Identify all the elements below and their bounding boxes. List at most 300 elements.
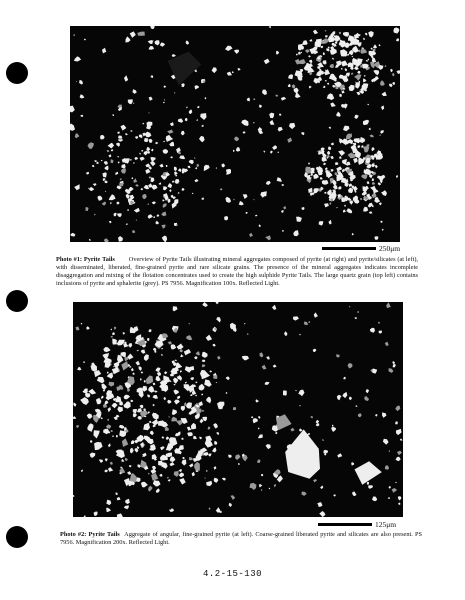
mineral-grain bbox=[178, 118, 184, 122]
mineral-grain bbox=[378, 322, 380, 324]
mineral-grain bbox=[367, 482, 369, 485]
pyrite-aggregate-grain bbox=[353, 196, 358, 202]
mineral-grain bbox=[396, 429, 402, 435]
pyrite-aggregate-grain bbox=[180, 349, 183, 352]
pyrite-aggregate-grain bbox=[378, 65, 383, 70]
mineral-grain bbox=[169, 416, 170, 417]
pyrite-aggregate-grain bbox=[141, 350, 145, 354]
mineral-grain bbox=[314, 312, 318, 317]
caption-photo-1 bbox=[56, 256, 418, 288]
mineral-grain bbox=[217, 356, 221, 360]
mineral-grain bbox=[265, 382, 270, 385]
pyrite-aggregate-grain bbox=[87, 413, 93, 419]
mineral-grain bbox=[130, 400, 133, 402]
mineral-grain bbox=[235, 454, 240, 460]
pyrite-aggregate-grain bbox=[378, 183, 381, 186]
pyrite-aggregate-grain bbox=[155, 142, 158, 145]
mineral-grain bbox=[224, 216, 228, 220]
pyrite-aggregate-grain bbox=[359, 137, 365, 143]
pyrite-aggregate-grain bbox=[352, 56, 354, 58]
mineral-grain bbox=[84, 39, 86, 41]
pyrite-aggregate-grain bbox=[180, 370, 182, 372]
pyrite-aggregate-grain bbox=[213, 375, 217, 379]
pyrite-aggregate-grain bbox=[361, 175, 367, 180]
pyrite-aggregate-grain bbox=[156, 376, 161, 381]
pyrite-aggregate-grain bbox=[332, 31, 335, 35]
pyrite-aggregate-grain bbox=[139, 153, 140, 155]
pyrite-aggregate-grain bbox=[107, 150, 110, 152]
pyrite-aggregate-grain bbox=[120, 178, 122, 180]
pyrite-aggregate-grain bbox=[305, 49, 310, 53]
mineral-grain bbox=[77, 367, 81, 371]
quartz-grain bbox=[168, 52, 202, 86]
mineral-grain bbox=[105, 470, 108, 473]
caption-photo-2 bbox=[60, 531, 422, 547]
pyrite-aggregate-grain bbox=[157, 372, 161, 376]
pyrite-aggregate-grain bbox=[163, 204, 167, 208]
mineral-grain bbox=[379, 135, 381, 136]
mineral-grain bbox=[336, 354, 340, 357]
mineral-grain bbox=[216, 382, 217, 383]
mineral-grain bbox=[205, 97, 207, 99]
pyrite-aggregate-grain bbox=[130, 448, 134, 452]
scale-bar-1 bbox=[322, 245, 400, 253]
mineral-grain bbox=[395, 406, 400, 412]
pyrite-aggregate-grain bbox=[368, 59, 370, 61]
mineral-grain bbox=[393, 364, 396, 367]
mineral-grain bbox=[164, 99, 165, 101]
mineral-grain bbox=[273, 364, 277, 367]
mineral-grain bbox=[234, 50, 239, 54]
mineral-grain bbox=[117, 132, 120, 134]
mineral-grain bbox=[136, 219, 137, 220]
mineral-grain bbox=[117, 213, 122, 217]
mineral-grain bbox=[189, 110, 193, 115]
mineral-grain bbox=[81, 115, 84, 117]
mineral-grain bbox=[333, 494, 336, 496]
mineral-grain bbox=[264, 59, 270, 65]
mineral-grain bbox=[272, 145, 277, 150]
mineral-grain bbox=[400, 439, 403, 441]
pyrite-aggregate-grain bbox=[89, 187, 94, 191]
pyrite-aggregate-grain bbox=[175, 433, 179, 436]
mineral-grain bbox=[133, 103, 134, 104]
pyrite-aggregate-grain bbox=[189, 463, 193, 467]
mineral-grain bbox=[295, 390, 296, 391]
mineral-grain bbox=[206, 335, 212, 341]
pyrite-aggregate-grain bbox=[171, 417, 177, 422]
mineral-grain bbox=[397, 451, 402, 456]
mineral-grain bbox=[369, 211, 373, 213]
mineral-grain bbox=[358, 413, 362, 417]
mineral-grain bbox=[102, 202, 106, 206]
mineral-grain bbox=[281, 97, 286, 101]
pyrite-aggregate-grain bbox=[179, 156, 185, 160]
pyrite-aggregate-grain bbox=[135, 157, 138, 160]
mineral-grain bbox=[357, 311, 359, 313]
pyrite-aggregate-grain bbox=[132, 373, 134, 375]
pyrite-aggregate-grain bbox=[192, 472, 195, 477]
mineral-grain bbox=[389, 486, 391, 489]
coarse-pyrite-grain bbox=[355, 461, 382, 485]
mineral-grain bbox=[336, 112, 341, 117]
mineral-grain bbox=[282, 184, 284, 186]
pyrite-aggregate-grain bbox=[140, 157, 145, 161]
mineral-grain bbox=[214, 478, 219, 483]
pyrite-aggregate-grain bbox=[371, 79, 374, 83]
mineral-grain bbox=[379, 202, 382, 205]
mineral-grain bbox=[375, 236, 379, 240]
mineral-grain bbox=[375, 165, 378, 169]
pyrite-aggregate-grain bbox=[151, 473, 158, 481]
pyrite-aggregate-grain bbox=[168, 479, 171, 481]
pyrite-aggregate-grain bbox=[80, 397, 89, 405]
mineral-grain bbox=[363, 120, 369, 125]
mineral-grain bbox=[324, 192, 327, 194]
pyrite-aggregate-grain bbox=[93, 430, 99, 438]
mineral-grain bbox=[265, 235, 271, 240]
photomicrograph-1-image bbox=[70, 26, 400, 242]
pyrite-aggregate-grain bbox=[178, 192, 180, 194]
pyrite-aggregate-grain bbox=[143, 423, 150, 431]
mineral-grain bbox=[379, 331, 382, 334]
mineral-grain bbox=[233, 407, 236, 410]
mineral-grain bbox=[200, 113, 206, 120]
mineral-grain bbox=[323, 86, 325, 88]
mineral-grain bbox=[216, 317, 221, 323]
pyrite-aggregate-grain bbox=[180, 355, 183, 357]
pyrite-aggregate-grain bbox=[185, 382, 187, 384]
mineral-grain bbox=[288, 74, 293, 79]
pyrite-aggregate-grain bbox=[168, 341, 172, 344]
mineral-grain bbox=[150, 161, 155, 166]
pyrite-aggregate-grain bbox=[323, 52, 325, 55]
mineral-grain bbox=[94, 214, 96, 216]
pyrite-aggregate-grain bbox=[327, 151, 330, 155]
pyrite-aggregate-grain bbox=[116, 143, 120, 147]
pyrite-aggregate-grain bbox=[152, 454, 157, 459]
mineral-grain bbox=[396, 38, 399, 41]
pyrite-aggregate-grain bbox=[335, 42, 338, 45]
pyrite-aggregate-grain bbox=[94, 442, 103, 450]
mineral-grain bbox=[109, 194, 116, 200]
mineral-grain bbox=[272, 305, 276, 310]
mineral-grain bbox=[308, 321, 310, 323]
pyrite-aggregate-grain bbox=[364, 75, 366, 77]
mineral-grain bbox=[238, 463, 240, 465]
pyrite-aggregate-grain bbox=[133, 409, 137, 414]
mineral-grain bbox=[253, 199, 254, 200]
pyrite-aggregate-grain bbox=[179, 478, 186, 485]
pyrite-aggregate-grain bbox=[358, 34, 360, 36]
mineral-grain bbox=[189, 323, 190, 324]
mineral-grain bbox=[197, 106, 199, 109]
pyrite-aggregate-grain bbox=[354, 74, 361, 81]
mineral-grain bbox=[269, 488, 270, 490]
mineral-grain bbox=[173, 390, 179, 395]
scale-bar-1-line bbox=[322, 247, 376, 250]
pyrite-aggregate-grain bbox=[335, 172, 338, 175]
pyrite-aggregate-grain bbox=[153, 480, 161, 486]
mineral-grain bbox=[258, 434, 263, 438]
pyrite-aggregate-grain bbox=[112, 403, 118, 408]
mineral-grain bbox=[86, 172, 89, 175]
pyrite-aggregate-grain bbox=[336, 207, 337, 208]
pyrite-aggregate-grain bbox=[323, 60, 327, 65]
mineral-grain bbox=[339, 94, 342, 97]
pyrite-aggregate-grain bbox=[189, 160, 194, 164]
mineral-grain bbox=[170, 509, 174, 513]
mineral-grain bbox=[301, 132, 304, 135]
mineral-grain bbox=[230, 323, 236, 330]
mineral-grain bbox=[284, 331, 287, 336]
mineral-grain bbox=[325, 35, 328, 37]
pyrite-aggregate-grain bbox=[300, 52, 302, 54]
pyrite-aggregate-grain bbox=[179, 473, 184, 478]
pyrite-aggregate-grain bbox=[213, 423, 218, 429]
mineral-grain bbox=[247, 333, 248, 334]
mineral-grain bbox=[220, 188, 222, 190]
mineral-grain bbox=[299, 405, 300, 406]
pyrite-aggregate-grain bbox=[105, 162, 108, 165]
mineral-grain bbox=[389, 368, 394, 373]
mineral-grain bbox=[380, 80, 385, 86]
mineral-grain bbox=[126, 224, 128, 225]
mineral-grain bbox=[149, 46, 154, 50]
mineral-grain bbox=[393, 27, 399, 33]
pyrite-aggregate-grain bbox=[333, 184, 338, 189]
pyrite-aggregate-grain bbox=[108, 382, 114, 387]
pyrite-aggregate-grain bbox=[349, 201, 353, 205]
mineral-grain bbox=[392, 361, 395, 364]
pyrite-aggregate-grain bbox=[188, 166, 191, 169]
pyrite-aggregate-grain bbox=[101, 417, 103, 419]
mineral-grain bbox=[385, 465, 389, 469]
pyrite-aggregate-grain bbox=[199, 384, 205, 391]
mineral-grain bbox=[398, 503, 401, 506]
pyrite-aggregate-grain bbox=[162, 200, 164, 202]
mineral-grain bbox=[130, 31, 136, 38]
pyrite-aggregate-grain bbox=[119, 472, 121, 474]
pyrite-aggregate-grain bbox=[104, 166, 108, 171]
mineral-grain bbox=[237, 68, 240, 71]
pyrite-aggregate-grain bbox=[134, 208, 140, 213]
mineral-grain bbox=[372, 497, 377, 502]
caption-2-label: Photo #2: bbox=[60, 531, 87, 538]
pyrite-aggregate-grain bbox=[148, 411, 150, 413]
pyrite-aggregate-grain bbox=[182, 457, 184, 460]
pyrite-aggregate-grain bbox=[105, 181, 108, 184]
mineral-grain bbox=[319, 221, 324, 226]
coarse-pyrite-grain bbox=[285, 429, 320, 478]
pyrite-aggregate-grain bbox=[108, 443, 111, 447]
pyrite-aggregate-grain bbox=[355, 82, 360, 88]
mineral-grain bbox=[292, 84, 296, 88]
mineral-grain bbox=[356, 92, 360, 95]
mineral-grain bbox=[392, 82, 395, 85]
pyrite-aggregate-grain bbox=[116, 396, 122, 403]
mineral-grain bbox=[364, 396, 369, 401]
pyrite-aggregate-grain bbox=[156, 367, 161, 372]
mineral-grain bbox=[243, 131, 246, 134]
pyrite-aggregate-grain bbox=[153, 413, 159, 419]
pyrite-aggregate-grain bbox=[168, 199, 171, 203]
pyrite-aggregate-grain bbox=[159, 182, 162, 184]
pyrite-aggregate-grain bbox=[161, 348, 163, 349]
pyrite-aggregate-grain bbox=[351, 73, 353, 76]
pyrite-aggregate-grain bbox=[137, 416, 141, 420]
pyrite-aggregate-grain bbox=[327, 93, 334, 100]
mineral-grain bbox=[255, 215, 258, 217]
mineral-grain bbox=[109, 221, 112, 224]
scale-bar-2 bbox=[318, 521, 396, 529]
pyrite-aggregate-grain bbox=[202, 410, 205, 412]
mineral-grain bbox=[277, 177, 282, 182]
pyrite-aggregate-grain bbox=[145, 169, 150, 174]
pyrite-aggregate-grain bbox=[325, 80, 327, 82]
mineral-grain bbox=[343, 104, 348, 109]
pyrite-aggregate-grain bbox=[101, 396, 104, 399]
pyrite-aggregate-grain bbox=[90, 440, 92, 443]
mineral-grain bbox=[293, 316, 299, 320]
mineral-grain bbox=[343, 377, 346, 380]
pyrite-aggregate-grain bbox=[314, 188, 319, 193]
pyrite-aggregate-grain bbox=[143, 409, 146, 412]
pyrite-aggregate-grain bbox=[170, 462, 175, 466]
pyrite-aggregate-grain bbox=[161, 212, 166, 217]
mineral-grain bbox=[366, 389, 369, 393]
scale-bar-2-label: 125μm bbox=[375, 520, 397, 529]
mineral-grain bbox=[281, 210, 284, 213]
pyrite-aggregate-grain bbox=[354, 66, 359, 70]
mineral-grain bbox=[75, 134, 80, 139]
mineral-grain bbox=[289, 123, 295, 129]
mineral-grain bbox=[206, 481, 212, 486]
mineral-grain bbox=[253, 122, 254, 124]
pyrite-aggregate-grain bbox=[112, 435, 114, 437]
pyrite-aggregate-grain bbox=[336, 166, 342, 171]
mineral-grain bbox=[137, 32, 145, 36]
pyrite-aggregate-grain bbox=[103, 347, 110, 352]
pyrite-aggregate-grain bbox=[353, 158, 358, 164]
pyrite-aggregate-grain bbox=[170, 156, 172, 158]
pyrite-aggregate-grain bbox=[148, 214, 153, 218]
mineral-grain bbox=[216, 507, 221, 512]
pyrite-aggregate-grain bbox=[98, 196, 103, 201]
pyrite-aggregate-grain bbox=[129, 159, 132, 161]
mineral-grain bbox=[337, 453, 342, 457]
pyrite-aggregate-grain bbox=[110, 202, 112, 204]
pyrite-aggregate-grain bbox=[361, 49, 368, 54]
pyrite-aggregate-grain bbox=[154, 351, 156, 353]
mineral-grain bbox=[269, 26, 271, 28]
mineral-grain bbox=[392, 73, 395, 77]
mineral-grain bbox=[142, 123, 144, 125]
mineral-grain bbox=[153, 395, 159, 399]
pyrite-aggregate-grain bbox=[167, 477, 169, 479]
mineral-grain bbox=[153, 348, 156, 352]
mineral-grain bbox=[199, 136, 205, 142]
mineral-grain bbox=[197, 119, 199, 121]
pyrite-aggregate-grain bbox=[112, 339, 117, 345]
mineral-grain bbox=[304, 321, 309, 325]
mineral-grain bbox=[254, 98, 256, 100]
pyrite-aggregate-grain bbox=[348, 188, 353, 194]
pyrite-aggregate-grain bbox=[108, 154, 111, 157]
pyrite-aggregate-grain bbox=[327, 83, 330, 85]
pyrite-aggregate-grain bbox=[371, 48, 373, 50]
pyrite-aggregate-grain bbox=[107, 424, 112, 429]
pyrite-aggregate-grain bbox=[144, 354, 149, 361]
pyrite-aggregate-grain bbox=[175, 359, 177, 361]
mineral-grain bbox=[71, 233, 76, 237]
mineral-grain bbox=[356, 405, 358, 407]
mineral-grain bbox=[277, 475, 283, 482]
pyrite-aggregate-grain bbox=[171, 344, 176, 349]
mineral-grain bbox=[202, 360, 206, 363]
mineral-grain bbox=[241, 120, 248, 127]
pyrite-aggregate-grain bbox=[371, 147, 374, 151]
pyrite-aggregate-grain bbox=[339, 32, 341, 35]
mineral-grain bbox=[112, 332, 115, 335]
pyrite-aggregate-grain bbox=[308, 188, 312, 193]
pyrite-aggregate-grain bbox=[195, 395, 197, 397]
mineral-grain bbox=[324, 450, 329, 454]
mineral-grain bbox=[388, 497, 390, 499]
pyrite-aggregate-grain bbox=[94, 160, 97, 162]
mineral-grain bbox=[262, 365, 267, 370]
pyrite-aggregate-grain bbox=[200, 419, 204, 423]
mineral-grain bbox=[276, 51, 279, 55]
mineral-grain bbox=[156, 221, 159, 225]
mineral-grain bbox=[215, 302, 219, 304]
pyrite-aggregate-grain bbox=[146, 147, 150, 151]
pyrite-aggregate-grain bbox=[177, 343, 183, 349]
mineral-grain bbox=[233, 199, 234, 201]
mineral-grain bbox=[111, 336, 113, 338]
mineral-grain bbox=[118, 107, 122, 111]
pyrite-aggregate-grain bbox=[131, 440, 135, 444]
pyrite-aggregate-grain bbox=[127, 209, 129, 211]
mineral-grain bbox=[351, 462, 354, 465]
mineral-grain bbox=[381, 105, 384, 110]
pyrite-aggregate-grain bbox=[364, 169, 371, 176]
pyrite-aggregate-grain bbox=[208, 453, 211, 456]
mineral-grain bbox=[260, 191, 267, 198]
mineral-grain bbox=[186, 335, 192, 340]
pyrite-aggregate-grain bbox=[372, 178, 375, 181]
pyrite-aggregate-grain bbox=[157, 215, 160, 217]
mineral-grain bbox=[102, 48, 106, 54]
pyrite-aggregate-grain bbox=[348, 198, 352, 201]
pyrite-aggregate-grain bbox=[85, 393, 90, 398]
pyrite-aggregate-grain bbox=[105, 458, 108, 461]
mineral-grain bbox=[288, 84, 291, 87]
mineral-grain bbox=[369, 128, 371, 131]
mineral-grain bbox=[84, 515, 86, 517]
pyrite-aggregate-grain bbox=[166, 437, 169, 440]
pyrite-aggregate-grain bbox=[172, 409, 177, 415]
mineral-grain bbox=[324, 453, 326, 455]
mineral-grain bbox=[144, 380, 146, 382]
mineral-grain bbox=[382, 412, 387, 418]
pyrite-aggregate-grain bbox=[121, 459, 124, 462]
mineral-grain bbox=[135, 184, 139, 187]
mineral-grain bbox=[366, 60, 369, 62]
mineral-grain bbox=[313, 479, 317, 482]
mineral-grain bbox=[279, 113, 282, 115]
mineral-grain bbox=[81, 469, 83, 472]
